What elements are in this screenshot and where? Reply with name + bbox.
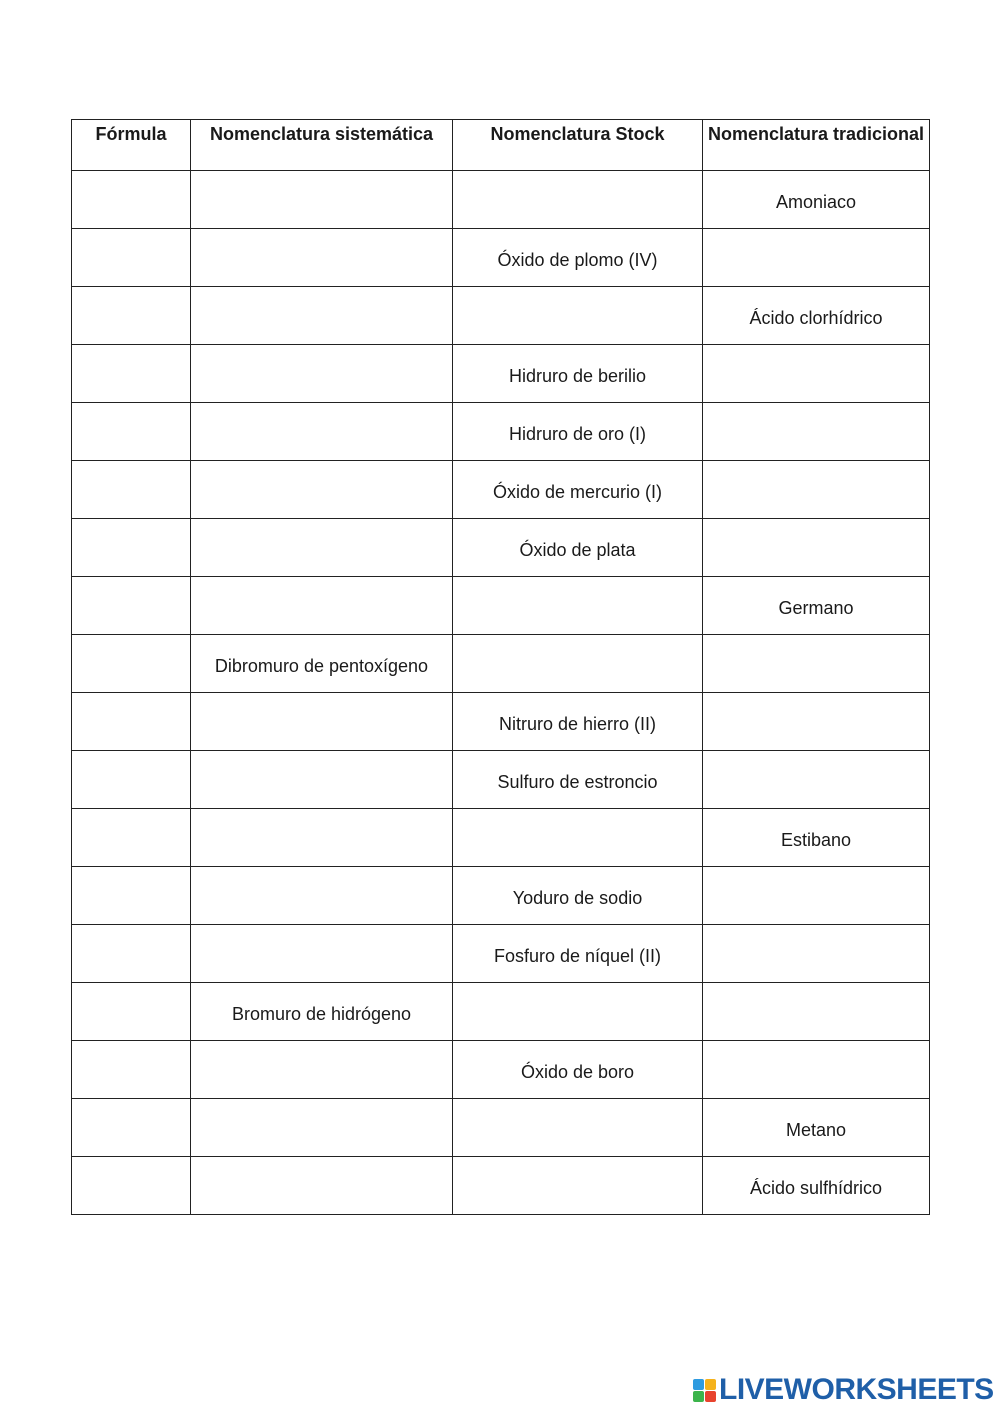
traditional-cell: Estibano xyxy=(703,809,930,867)
traditional-cell[interactable] xyxy=(703,345,930,403)
traditional-cell[interactable] xyxy=(703,925,930,983)
table-row xyxy=(72,867,930,925)
traditional-cell[interactable] xyxy=(703,867,930,925)
traditional-cell[interactable] xyxy=(703,983,930,1041)
table-row xyxy=(72,809,930,867)
table-row xyxy=(72,925,930,983)
table-row xyxy=(72,171,930,229)
table-row xyxy=(72,287,930,345)
nomenclature-table xyxy=(71,119,930,1215)
table-row xyxy=(72,519,930,577)
table-row xyxy=(72,1041,930,1099)
table-body xyxy=(72,171,930,1215)
traditional-cell: Ácido sulfhídrico xyxy=(703,1157,930,1215)
traditional-cell[interactable] xyxy=(703,1041,930,1099)
systematic-cell: Bromuro de hidrógeno xyxy=(191,983,453,1041)
table-row xyxy=(72,229,930,287)
stock-cell: Nitruro de hierro (II) xyxy=(453,693,703,751)
table-row xyxy=(72,983,930,1041)
logo-text: LIVEWORKSHEETS xyxy=(719,1373,994,1406)
traditional-cell[interactable] xyxy=(703,461,930,519)
formula-cell[interactable] xyxy=(72,229,191,287)
stock-cell[interactable] xyxy=(453,1099,703,1157)
table-row xyxy=(72,1157,930,1215)
header-traditional: Nomenclatura tradicional xyxy=(703,120,930,171)
stock-cell: Óxido de mercurio (I) xyxy=(453,461,703,519)
stock-cell[interactable] xyxy=(453,983,703,1041)
header-stock: Nomenclatura Stock xyxy=(453,120,703,171)
traditional-cell: Germano xyxy=(703,577,930,635)
table-row xyxy=(72,1099,930,1157)
table-row xyxy=(72,461,930,519)
stock-cell: Óxido de plomo (IV) xyxy=(453,229,703,287)
systematic-cell[interactable] xyxy=(191,1099,453,1157)
formula-cell[interactable] xyxy=(72,867,191,925)
stock-cell[interactable] xyxy=(453,287,703,345)
systematic-cell[interactable] xyxy=(191,461,453,519)
formula-cell[interactable] xyxy=(72,635,191,693)
systematic-cell[interactable] xyxy=(191,171,453,229)
systematic-cell[interactable] xyxy=(191,345,453,403)
logo-square-4 xyxy=(705,1391,716,1402)
formula-cell[interactable] xyxy=(72,519,191,577)
stock-cell[interactable] xyxy=(453,809,703,867)
systematic-cell[interactable] xyxy=(191,577,453,635)
table-header-row xyxy=(72,120,930,171)
header-systematic: Nomenclatura sistemática xyxy=(191,120,453,171)
formula-cell[interactable] xyxy=(72,287,191,345)
formula-cell[interactable] xyxy=(72,1041,191,1099)
systematic-cell[interactable] xyxy=(191,751,453,809)
stock-cell: Óxido de plata xyxy=(453,519,703,577)
traditional-cell: Metano xyxy=(703,1099,930,1157)
systematic-cell[interactable] xyxy=(191,693,453,751)
logo-square-2 xyxy=(705,1379,716,1390)
formula-cell[interactable] xyxy=(72,809,191,867)
formula-cell[interactable] xyxy=(72,345,191,403)
formula-cell[interactable] xyxy=(72,983,191,1041)
traditional-cell: Amoniaco xyxy=(703,171,930,229)
traditional-cell[interactable] xyxy=(703,403,930,461)
traditional-cell[interactable] xyxy=(703,751,930,809)
systematic-cell[interactable] xyxy=(191,403,453,461)
table-row xyxy=(72,403,930,461)
table-row xyxy=(72,635,930,693)
formula-cell[interactable] xyxy=(72,171,191,229)
stock-cell[interactable] xyxy=(453,577,703,635)
systematic-cell[interactable] xyxy=(191,229,453,287)
stock-cell: Yoduro de sodio xyxy=(453,867,703,925)
logo-square-3 xyxy=(693,1391,704,1402)
stock-cell: Sulfuro de estroncio xyxy=(453,751,703,809)
formula-cell[interactable] xyxy=(72,403,191,461)
systematic-cell[interactable] xyxy=(191,519,453,577)
systematic-cell[interactable] xyxy=(191,1157,453,1215)
stock-cell[interactable] xyxy=(453,171,703,229)
formula-cell[interactable] xyxy=(72,461,191,519)
systematic-cell: Dibromuro de pentoxígeno xyxy=(191,635,453,693)
table-row xyxy=(72,751,930,809)
stock-cell: Hidruro de berilio xyxy=(453,345,703,403)
systematic-cell[interactable] xyxy=(191,867,453,925)
systematic-cell[interactable] xyxy=(191,287,453,345)
table-row xyxy=(72,345,930,403)
traditional-cell[interactable] xyxy=(703,635,930,693)
liveworksheets-logo xyxy=(693,1374,994,1406)
formula-cell[interactable] xyxy=(72,1157,191,1215)
stock-cell: Óxido de boro xyxy=(453,1041,703,1099)
header-formula: Fórmula xyxy=(72,120,191,171)
formula-cell[interactable] xyxy=(72,925,191,983)
stock-cell[interactable] xyxy=(453,1157,703,1215)
stock-cell: Hidruro de oro (I) xyxy=(453,403,703,461)
traditional-cell[interactable] xyxy=(703,693,930,751)
systematic-cell[interactable] xyxy=(191,925,453,983)
logo-mark-icon xyxy=(693,1379,716,1402)
logo-square-1 xyxy=(693,1379,704,1390)
systematic-cell[interactable] xyxy=(191,1041,453,1099)
traditional-cell[interactable] xyxy=(703,229,930,287)
systematic-cell[interactable] xyxy=(191,809,453,867)
formula-cell[interactable] xyxy=(72,693,191,751)
table-row xyxy=(72,693,930,751)
stock-cell: Fosfuro de níquel (II) xyxy=(453,925,703,983)
table-row xyxy=(72,577,930,635)
formula-cell[interactable] xyxy=(72,751,191,809)
formula-cell[interactable] xyxy=(72,577,191,635)
stock-cell[interactable] xyxy=(453,635,703,693)
formula-cell[interactable] xyxy=(72,1099,191,1157)
traditional-cell[interactable] xyxy=(703,519,930,577)
traditional-cell: Ácido clorhídrico xyxy=(703,287,930,345)
